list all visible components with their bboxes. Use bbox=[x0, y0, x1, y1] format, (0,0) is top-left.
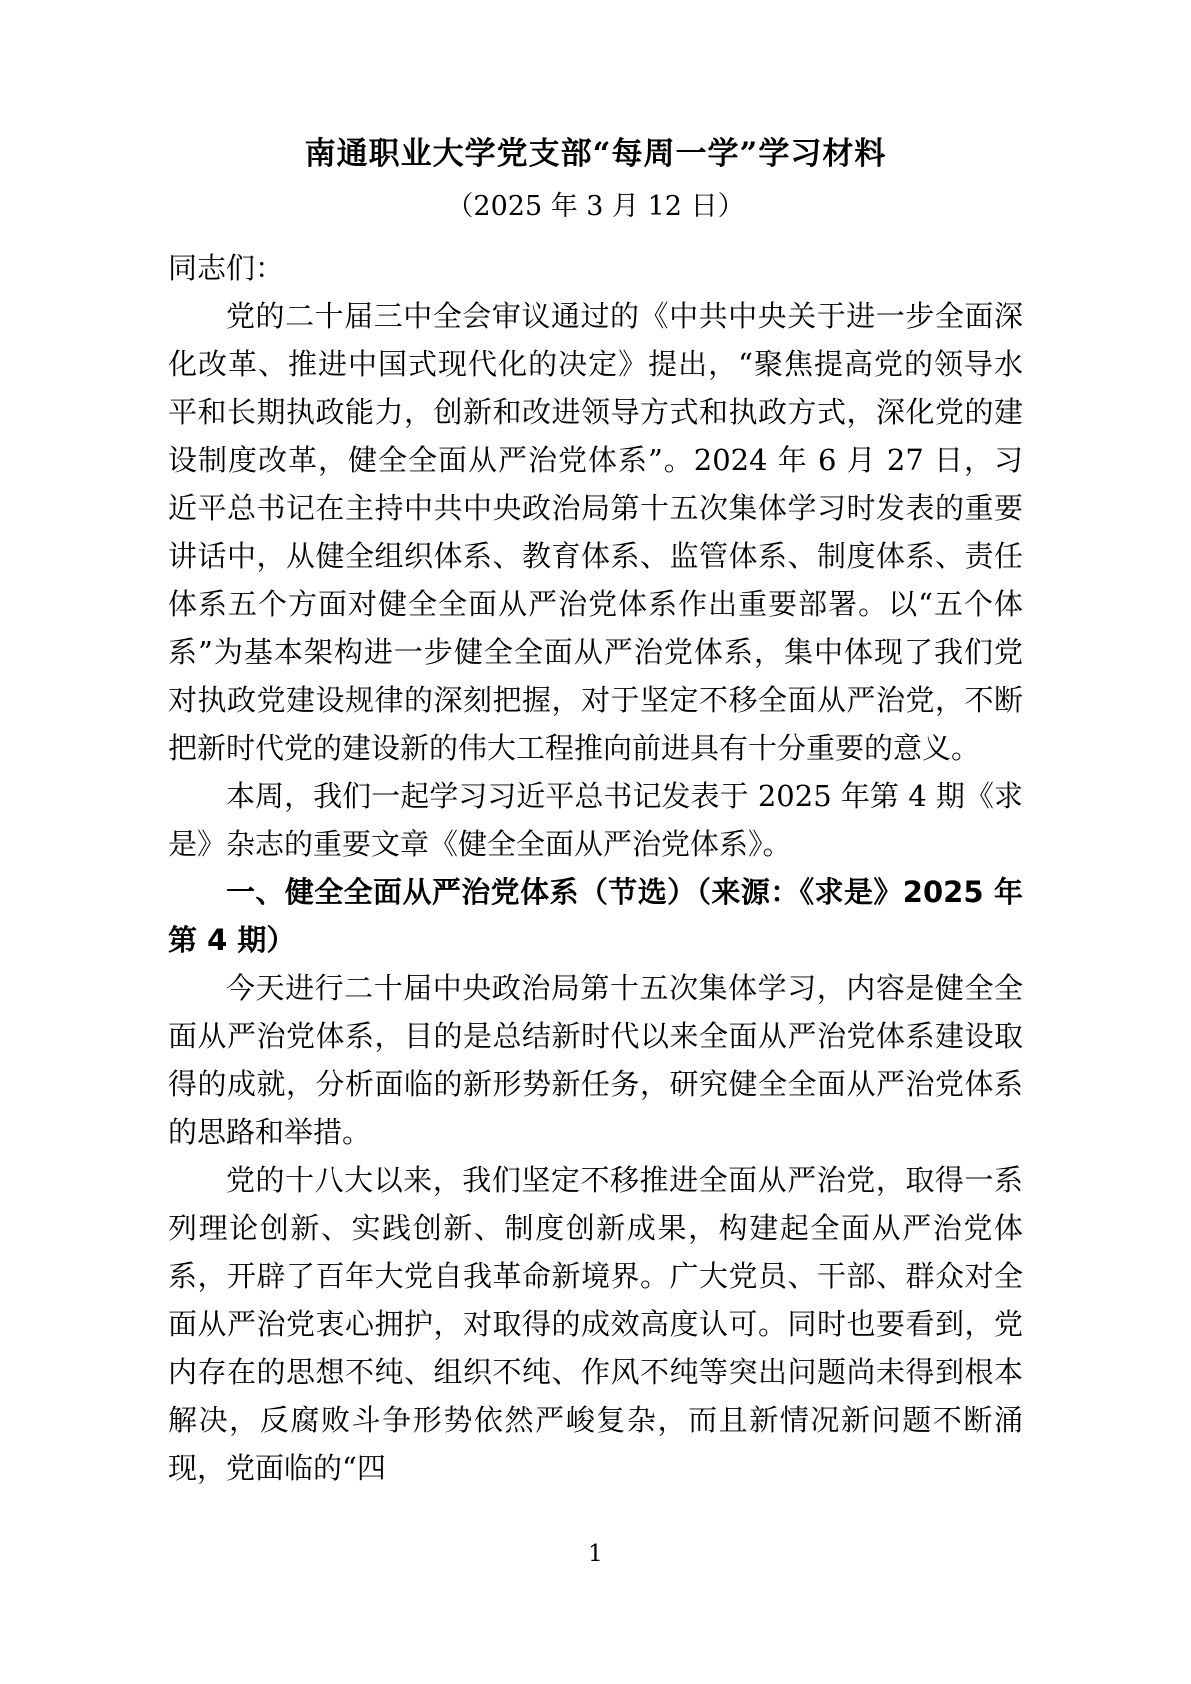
document-date-line: （2025 年 3 月 12 日） bbox=[446, 191, 745, 222]
salutation: 同志们： bbox=[168, 251, 285, 285]
page-number: 1 bbox=[588, 1541, 603, 1567]
paragraph-since-18th-congress: 党的十八大以来，我们坚定不移推进全面从严治党，取得一系列理论创新、实践创新、制度创新成果，构建起全面从严治党体系，开辟了百年大党自我革命新境界。广大党员、干部、群众对全面从严治党衷心拥护，对取得的成效高度认可。同时也要看到，党内存在的思想不纯、组织不纯、作风不纯等突出问题尚未得到根本解决，反腐败斗争形势依然严峻复杂，而且新情况新问题不断涌现，党面临的“四 bbox=[168, 1163, 1023, 1485]
section-heading: 一、健全全面从严治党体系（节选）（来源：《求是》2025 年第 4 期） bbox=[168, 875, 1023, 957]
paragraph-intro: 党的二十届三中全会审议通过的《中共中央关于进一步全面深化改革、推进中国式现代化的决定》提出，“聚焦提高党的领导水平和长期执政能力，创新和改进领导方式和执政方式，深化党的建设制度改革，健全全面从严治党体系”。2024 年 6 月 27 日，习近平总书记在主持中共中央政治局第十五次集体学习时发表的重要讲话中，从健全组织体系、教育体系、监管体系、制度体系、责任体系五个方面对健全全面从严治党体系作出重要部署。以“五个体系”为基本架构进一步健全全面从严治党体系，集中体现了我们党对执政党建设规律的深刻把握，对于坚定不移全面从严治党，不断把新时代党的建设新的伟大工程推向前进具有十分重要的意义。 bbox=[168, 299, 1023, 765]
paragraph-this-week: 本周，我们一起学习习近平总书记发表于 2025 年第 4 期《求是》杂志的重要文章《健全全面从严治党体系》。 bbox=[168, 779, 1023, 861]
paragraph-study-purpose: 今天进行二十届中央政治局第十五次集体学习，内容是健全全面从严治党体系，目的是总结新时代以来全面从严治党体系建设取得的成就，分析面临的新形势新任务，研究健全全面从严治党体系的思路和举措。 bbox=[168, 971, 1023, 1149]
document-body bbox=[168, 244, 1023, 1492]
document-title: 南通职业大学党支部“每周一学”学习材料 bbox=[304, 136, 887, 172]
